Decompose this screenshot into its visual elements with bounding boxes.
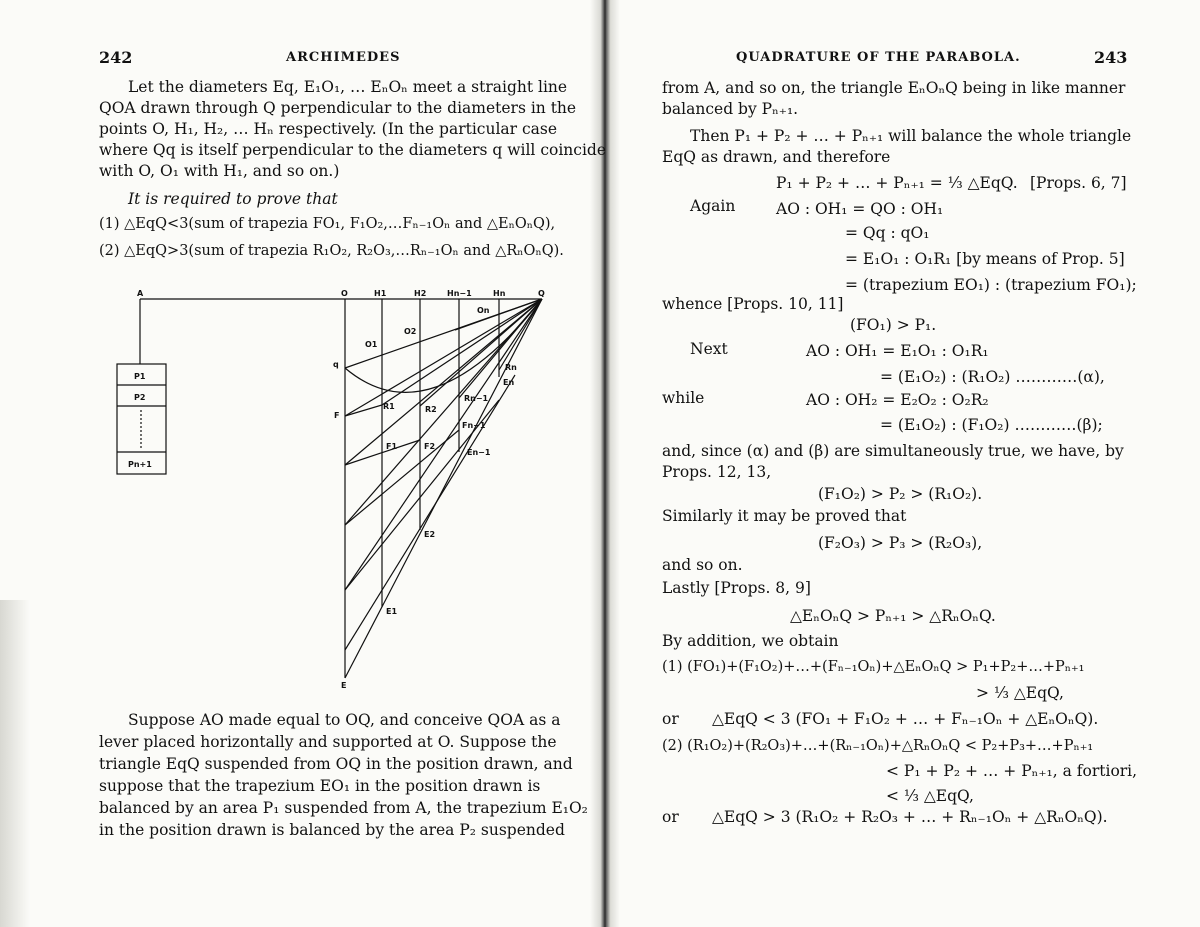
label-E2: E2 bbox=[424, 530, 436, 539]
equation: (1) (FO₁)+(F₁O₂)+…+(Fₙ₋₁Oₙ)+△EₙOₙQ > P₁+P₂+…+Pₙ₊₁ bbox=[662, 659, 1085, 675]
label-O: O bbox=[341, 289, 348, 298]
label-Rn-1: Rn−1 bbox=[464, 394, 489, 403]
weight-P2: P2 bbox=[134, 393, 146, 402]
right-line: Lastly [Props. 8, 9] bbox=[662, 579, 811, 597]
label-R1: R1 bbox=[383, 402, 395, 411]
equation: △EqQ < 3 (FO₁ + F₁O₂ + … + Fₙ₋₁Oₙ + △EₙOₙQ). bbox=[712, 710, 1099, 728]
reference: [Props. 6, 7] bbox=[1030, 174, 1127, 192]
equation: (F₂O₃) > P₃ > (R₂O₃), bbox=[818, 534, 983, 552]
equation: AO : OH₁ = QO : OH₁ bbox=[776, 200, 944, 218]
right-line: EqQ as drawn, and therefore bbox=[662, 148, 891, 166]
equation: > ⅓ △EqQ, bbox=[976, 684, 1064, 702]
left-paragraph-line: triangle EqQ suspended from OQ in the position drawn, and bbox=[99, 755, 573, 773]
right-line: By addition, we obtain bbox=[662, 632, 839, 650]
left-running-head: ARCHIMEDES bbox=[286, 50, 401, 65]
right-line: or bbox=[662, 808, 679, 826]
equation: AO : OH₁ = E₁O₁ : O₁R₁ bbox=[806, 342, 989, 360]
label-En: En bbox=[503, 378, 515, 387]
equation: P₁ + P₂ + … + Pₙ₊₁ = ⅓ △EqQ. bbox=[776, 174, 1018, 192]
proposition-1: (1) △EqQ<3(sum of trapezia FO₁, F₁O₂,…Fₙ₋₁Oₙ and △EₙOₙQ), bbox=[99, 216, 556, 232]
equation: △EqQ > 3 (R₁O₂ + R₂O₃ + … + Rₙ₋₁Oₙ + △RₙOₙQ). bbox=[712, 808, 1108, 826]
equation: < ⅓ △EqQ, bbox=[886, 787, 974, 805]
label-En-1: En−1 bbox=[467, 448, 491, 457]
label-On: On bbox=[477, 306, 490, 315]
right-line: from A, and so on, the triangle EₙOₙQ being in like manner bbox=[662, 79, 1126, 97]
right-line: Again bbox=[690, 197, 736, 215]
left-page-number: 242 bbox=[99, 48, 133, 67]
label-E: E bbox=[341, 681, 347, 690]
right-line: or bbox=[662, 710, 679, 728]
label-Hn: Hn bbox=[493, 289, 506, 298]
quadrature-diagram bbox=[0, 0, 598, 700]
right-line: and so on. bbox=[662, 556, 743, 574]
equation: (2) (R₁O₂)+(R₂O₃)+…+(Rₙ₋₁Oₙ)+△RₙOₙQ < P₂+P₃+…+Pₙ₊₁ bbox=[662, 738, 1094, 754]
left-paragraph-line: where Qq is itself perpendicular to the diameters q will coincide bbox=[99, 141, 607, 159]
equation: < P₁ + P₂ + … + Pₙ₊₁, a fortiori, bbox=[886, 762, 1138, 780]
label-Rn: Rn bbox=[505, 363, 517, 372]
label-R2: R2 bbox=[425, 405, 437, 414]
proposition-2: (2) △EqQ>3(sum of trapezia R₁O₂, R₂O₃,…Rₙ₋₁Oₙ and △RₙOₙQ). bbox=[99, 243, 564, 259]
label-O1: O1 bbox=[365, 340, 378, 349]
label-F2: F2 bbox=[424, 442, 436, 451]
line-QE bbox=[345, 299, 542, 678]
label-F1: F1 bbox=[386, 442, 398, 451]
equation: = Qq : qO₁ bbox=[845, 224, 930, 242]
label-Q: Q bbox=[538, 289, 545, 298]
equation: = (E₁O₂) : (F₁O₂) …………(β); bbox=[880, 416, 1103, 434]
equation: = (E₁O₂) : (R₁O₂) …………(α), bbox=[880, 368, 1105, 386]
right-line: Similarly it may be proved that bbox=[662, 507, 907, 525]
required-heading: It is required to prove that bbox=[128, 190, 338, 208]
label-F: F bbox=[334, 411, 340, 420]
label-H2: H2 bbox=[414, 289, 427, 298]
equation: = (trapezium EO₁) : (trapezium FO₁); bbox=[845, 276, 1137, 294]
right-line: whence [Props. 10, 11] bbox=[662, 295, 844, 313]
left-paragraph-line: points O, H₁, H₂, … Hₙ respectively. (In the particular case bbox=[99, 120, 558, 138]
left-paragraph-line: lever placed horizontally and supported at O. Suppose the bbox=[99, 733, 557, 751]
equation: AO : OH₂ = E₂O₂ : O₂R₂ bbox=[806, 391, 989, 409]
right-running-head: QUADRATURE OF THE PARABOLA. bbox=[736, 50, 1021, 65]
label-E1: E1 bbox=[386, 607, 398, 616]
weight-P1: P1 bbox=[134, 372, 146, 381]
weight-Pn+1: Pn+1 bbox=[128, 460, 152, 469]
label-H1: H1 bbox=[374, 289, 387, 298]
left-paragraph-line: in the position drawn is balanced by the area P₂ suspended bbox=[99, 821, 565, 839]
label-Fn-1: Fn−1 bbox=[462, 421, 486, 430]
right-line: Then P₁ + P₂ + … + Pₙ₊₁ will balance the whole triangle bbox=[690, 127, 1132, 145]
label-q: q bbox=[333, 360, 339, 369]
left-paragraph-line: balanced by an area P₁ suspended from A, the trapezium E₁O₂ bbox=[99, 799, 588, 817]
right-line: Next bbox=[690, 340, 728, 358]
left-paragraph-line: QOA drawn through Q perpendicular to the diameters in the bbox=[99, 99, 577, 117]
right-page-number: 243 bbox=[1094, 48, 1128, 67]
label-A: A bbox=[137, 289, 144, 298]
equation: △EₙOₙQ > Pₙ₊₁ > △RₙOₙQ. bbox=[790, 607, 996, 625]
equation: (F₁O₂) > P₂ > (R₁O₂). bbox=[818, 485, 983, 503]
equation: (FO₁) > P₁. bbox=[850, 316, 937, 334]
left-paragraph-line: Suppose AO made equal to OQ, and conceive QOA as a bbox=[128, 711, 561, 729]
right-line: while bbox=[662, 389, 705, 407]
left-paragraph-line: Let the diameters Eq, E₁O₁, … EₙOₙ meet a straight line bbox=[128, 78, 568, 96]
left-paragraph-line: with O, O₁ with H₁, and so on.) bbox=[99, 162, 340, 180]
label-O2: O2 bbox=[404, 327, 417, 336]
right-line: and, since (α) and (β) are simultaneously true, we have, by bbox=[662, 442, 1124, 460]
right-line: balanced by Pₙ₊₁. bbox=[662, 100, 799, 118]
equation: = E₁O₁ : O₁R₁ [by means of Prop. 5] bbox=[845, 250, 1125, 268]
right-line: Props. 12, 13, bbox=[662, 463, 772, 481]
left-paragraph-line: suppose that the trapezium EO₁ in the position drawn is bbox=[99, 777, 541, 795]
label-Hn-1: Hn−1 bbox=[447, 289, 472, 298]
